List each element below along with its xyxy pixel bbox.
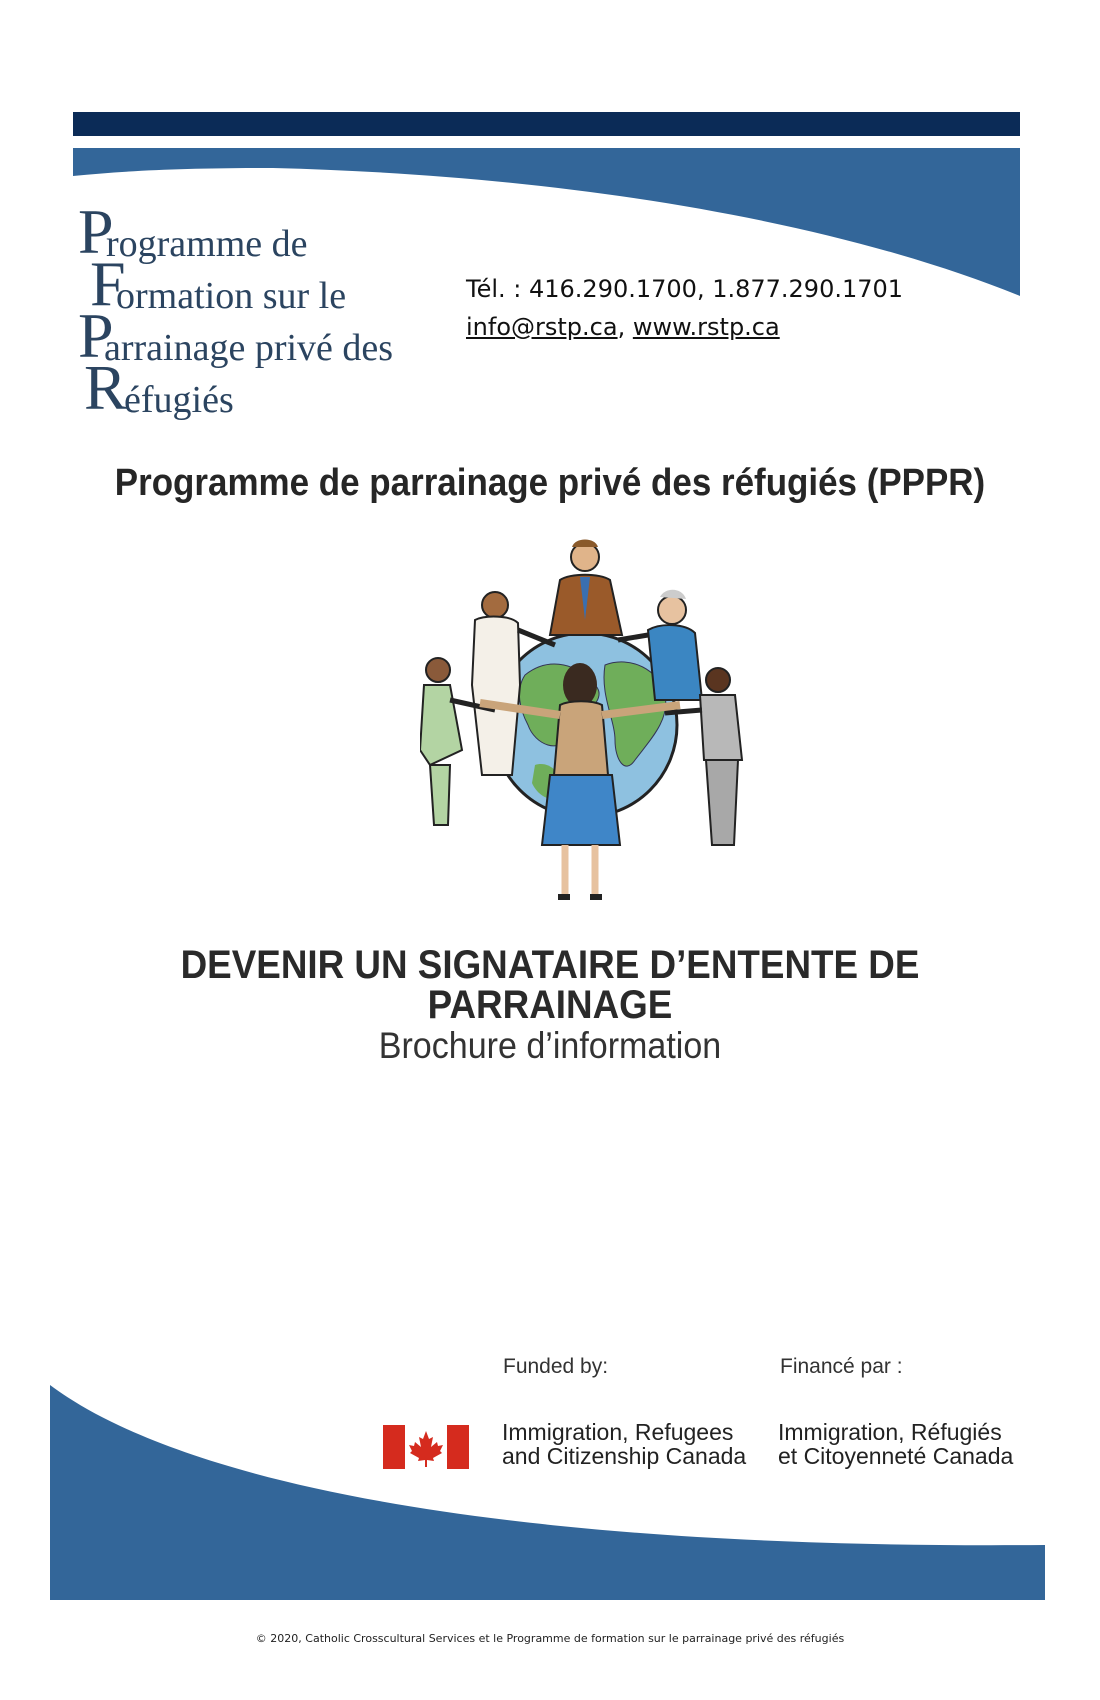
canada-flag-icon: [383, 1425, 469, 1469]
department-en-line1: Immigration, Refugees: [502, 1419, 734, 1445]
web-line: [466, 308, 986, 346]
top-bar: [73, 112, 1020, 136]
document-title: [136, 945, 964, 1025]
contact-info: [466, 270, 986, 346]
department-fr-line2: et Citoyenneté Canada: [778, 1443, 1014, 1469]
logo-text-line4: éfugiés: [124, 379, 234, 421]
logo-cap-p2: P: [78, 300, 114, 371]
link-separator: ,: [617, 313, 626, 341]
logo-cap-p1: P: [78, 196, 114, 267]
department-name-fr: [778, 1420, 1013, 1468]
funded-by-label-en: Funded by:: [503, 1355, 609, 1378]
program-logo: [78, 196, 438, 430]
document-subtitle: Brochure d’information: [378, 1025, 722, 1066]
document-title-line2: PARRAINAGE: [427, 983, 673, 1027]
logo-text-line3: arrainage privé des: [104, 327, 394, 369]
program-title: Programme de parrainage privé des réfugiés (PPPR): [114, 462, 986, 504]
logo-cap-f: F: [90, 248, 126, 319]
people-around-globe-icon: [420, 525, 750, 915]
funded-by-label-fr: Financé par :: [780, 1355, 903, 1378]
document-title-line1: DEVENIR UN SIGNATAIRE D’ENTENTE DE: [180, 943, 920, 987]
website-link[interactable]: www.rstp.ca: [632, 313, 780, 341]
footer-wave: [50, 1385, 1045, 1600]
logo-cap-r: R: [84, 352, 127, 423]
logo-text-line1: rogramme de: [106, 223, 308, 265]
copyright-notice: © 2020, Catholic Crosscultural Services et le Programme de formation sur le parrainage privé des réfugiés: [255, 1632, 845, 1645]
logo-text-line2: ormation sur le: [116, 275, 347, 317]
phone-line: Tél. : 416.290.1700, 1.877.290.1701: [466, 275, 904, 303]
department-en-line2: and Citizenship Canada: [502, 1443, 747, 1469]
email-link[interactable]: info@rstp.ca: [466, 313, 618, 341]
department-fr-line1: Immigration, Réfugiés: [778, 1419, 1002, 1445]
department-name-en: [502, 1420, 746, 1468]
